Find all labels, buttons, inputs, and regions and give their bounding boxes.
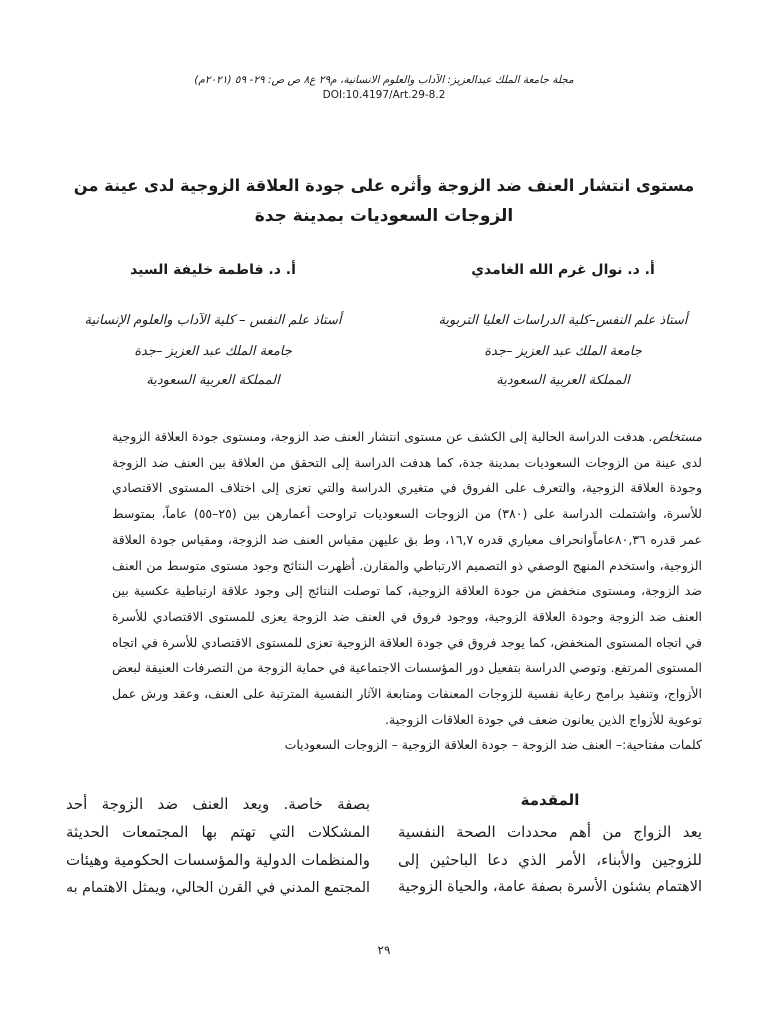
abstract-line: الأزواج، وتنفيذ برامج رعاية نفسية للزوجات المعنفات ومتابعة الآثار النفسية المترتبة على العنف، وعقد ورش عمل (112, 686, 702, 702)
author-name: أ. د. نوال غرم الله الغامدي (471, 262, 655, 278)
journal-citation: مجلة جامعة الملك عبدالعزيز: الآداب والعلوم الانسانية، م٢٩ ع٨ ص ص: ٢٩- ٥٩ (٢٠٢١م) (194, 74, 574, 86)
author-university: جامعة الملك عبد العزيز –جدة (484, 344, 642, 359)
body-column-left (66, 790, 370, 902)
abstract-line: الزوجية، واستخدم المنهج الوصفي ذو التصميم الارتباطي والمقارن. أظهرت النتائج وجود مستوى متوسط من العنف (112, 557, 702, 573)
body-line: والمنظمات الدولية والمؤسسات الحكومية وهيئات (66, 851, 370, 869)
doi-text: DOI:10.4197/Art.29-8.2 (322, 89, 446, 101)
body-line: الاهتمام بشئون الأسرة بصفة عامة، والحياة الزوجية (398, 879, 702, 895)
abstract-line: في اتجاه المستوى المنخفض، كما يوجد فروق في جودة العلاقة الزوجية تعزى للمستوى الاقتصادي للأسرة في اتجاه (112, 634, 702, 650)
body-line: يعد الزواج من أهم محددات الصحة النفسية (398, 823, 702, 841)
abstract-line: وجودة العلاقة الزوجية، والتعرف على الفروق في متغيري الدراسة والتي تعزى إلى اختلاف المستوى الاقتصادي (112, 480, 702, 496)
author-block-first (418, 260, 708, 391)
author-university: جامعة الملك عبد العزيز –جدة (134, 344, 292, 359)
abstract-label: مستخلص. (648, 429, 702, 444)
author-name: أ. د. فاطمة خليفة السيد (130, 262, 296, 278)
author-position: أستاذ علم النفس–كلية الدراسات العليا التربوية (438, 313, 688, 328)
keywords-line: كلمات مفتاحية:– العنف ضد الزوجة – جودة العلاقة الزوجية – الزوجات السعوديات (284, 737, 702, 753)
page-number: ٢٩ (377, 943, 391, 957)
author-country: المملكة العربية السعودية (496, 373, 630, 388)
abstract-line: المستوى المرتفع. وتوصي الدراسة بتفعيل دور المؤسسات الاجتماعية في حماية الزوجة من التصرفات العنيفة لبعض (112, 660, 702, 676)
abstract-line: توعوية للأزواج الذين يعانون ضعف في جودة العلاقات الزوجية. (385, 711, 702, 727)
body-line: المشكلات التي تهتم بها المجتمعات الحديثة (66, 823, 370, 841)
author-country: المملكة العربية السعودية (146, 373, 280, 388)
abstract-line: للأسرة، واشتملت الدراسة على (٣٨٠) من الزوجات السعوديات تراوحت أعمارهن بين (٢٥–٥٥) عاماً، بمتوسط (112, 506, 702, 522)
author-position: أستاذ علم النفس – كلية الآداب والعلوم الإنسانية (84, 313, 342, 328)
paper-title (70, 171, 698, 231)
abstract-line: العنف ضد الزوجة وجودة العلاقة الزوجية، ووجود فروق في العنف ضد الزوجة يعزى للمستوى الاقتصادي للأسرة (112, 608, 702, 624)
title-line: مستوى انتشار العنف ضد الزوجة وأثره على جودة العلاقة الزوجية لدى عينة من (73, 176, 695, 195)
abstract-line (112, 424, 702, 450)
abstract-line: لدى عينة من الزوجات السعوديات بمدينة جدة، كما هدفت الدراسة إلى التحقق من العلاقة بين العنف ضد الزوجة (112, 454, 702, 470)
section-heading-introduction: المقدمة (520, 791, 580, 809)
author-block-second (68, 260, 358, 391)
body-line: المجتمع المدني في القرن الحالي، ويمثل الاهتمام به (66, 880, 370, 896)
abstract (112, 424, 702, 758)
journal-header (84, 73, 684, 103)
body-line: للزوجين والأبناء، الأمر الذي دعا الباحثين إلى (398, 850, 702, 869)
abstract-line: عمر قدره ٨٠,٣٦عاماًوانحراف معياري قدره ١٦,٧، وط بق عليهن مقياس العنف ضد الزوجة، ومقياس جودة العلاقة (112, 531, 702, 547)
body-column-right (398, 819, 702, 902)
abstract-line: ضد الزوجة، ومستوى منخفض من جودة العلاقة الزوجية، كما توصلت النتائج إلى وجود علاقة ارتباطية عكسية بين (112, 583, 702, 599)
title-line: الزوجات السعوديات بمدينة جدة (254, 206, 514, 226)
body-line: بصفة خاصة. ويعد العنف ضد الزوجة أحد (66, 795, 370, 813)
abstract-text: هدفت الدراسة الحالية إلى الكشف عن مستوى انتشار العنف ضد الزوجة، ومستوى جودة العلاقة الزوجية (112, 429, 645, 444)
